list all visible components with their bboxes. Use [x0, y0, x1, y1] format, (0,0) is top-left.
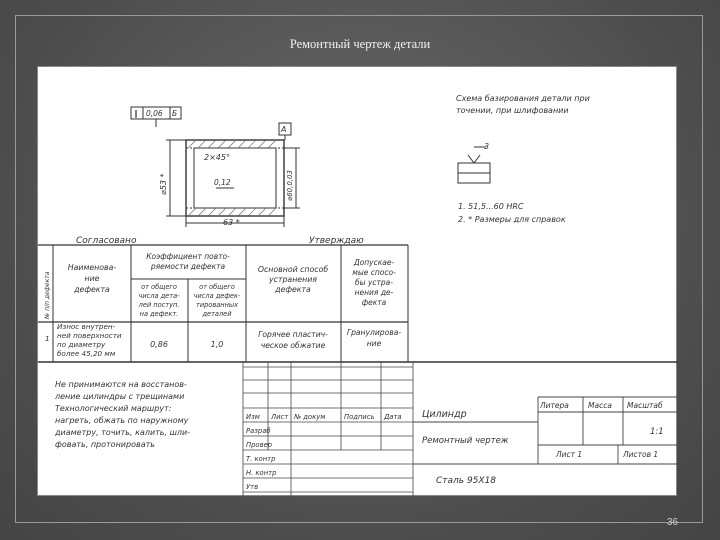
- row-defect-name: Износ внутрен-: [57, 322, 116, 331]
- scale-header: Масштаб: [627, 401, 663, 410]
- col-allowed-methods: фекта: [361, 298, 387, 307]
- signature-row-label: Провер: [246, 441, 273, 449]
- drawing-sheet: [37, 66, 677, 496]
- scheme-title-2: точении, при шлифовании: [456, 106, 569, 115]
- col-coefficient: ряемости дефекта: [150, 262, 226, 271]
- row-defect-name: более 45,20 мм: [57, 349, 116, 358]
- row-defect-number: 1: [45, 334, 50, 343]
- chamfer-label: 2×45°: [204, 153, 230, 162]
- col-defect-name: дефекта: [74, 285, 110, 294]
- roughness-label: 0,12: [214, 178, 231, 187]
- tolerance-ref: Б: [172, 109, 178, 118]
- datum-a-label: А: [281, 125, 287, 134]
- mass-header: Масса: [588, 401, 612, 410]
- col-coefficient-b: деталей: [202, 310, 232, 318]
- change-table-header: Подпись: [344, 413, 375, 421]
- col-main-method: Основной способ: [257, 265, 329, 274]
- part-outline: [186, 140, 284, 216]
- parallelism-icon: ∥: [134, 109, 138, 118]
- repair-drawing: [38, 67, 678, 497]
- notes-text: Технологический маршрут:: [55, 404, 172, 413]
- col-defect-name: ние: [84, 274, 100, 283]
- row-coefficient-b: 1,0: [210, 340, 224, 349]
- row-allowed-method: Гранулирова-: [346, 328, 402, 337]
- sheets-total: Листов 1: [623, 450, 659, 459]
- col-allowed-methods: бы устра-: [355, 278, 393, 287]
- col-main-method: дефекта: [275, 285, 311, 294]
- length-dim: 63 *: [223, 218, 240, 227]
- change-table-header: Изм: [246, 413, 260, 421]
- col-allowed-methods: мые спосо-: [352, 268, 396, 277]
- row-defect-name: по диаметру: [57, 340, 106, 349]
- note-reference: 2. * Размеры для справок: [458, 215, 566, 224]
- notes-text: нагреть, обжать по наружному: [55, 416, 189, 425]
- signature-row-label: Н. контр: [246, 469, 277, 477]
- col-coefficient-b: от общего: [199, 283, 235, 291]
- approved-label: Утверждаю: [309, 236, 364, 246]
- scheme-number: 3: [484, 142, 490, 151]
- scheme-title-1: Схема базирования детали при: [456, 94, 590, 103]
- slide-title: Ремонтный чертеж детали: [289, 37, 431, 51]
- scale-value: 1:1: [650, 427, 664, 437]
- col-allowed-methods: Допускае-: [353, 258, 395, 267]
- col-allowed-methods: нения де-: [354, 288, 394, 297]
- bore-diameter-dim: ⌀60,0,03: [286, 170, 294, 201]
- col-main-method: устранения: [269, 275, 317, 284]
- litera-header: Литера: [540, 401, 569, 410]
- col-coefficient-a: от общего: [141, 283, 177, 291]
- row-allowed-method: ние: [366, 339, 382, 348]
- col-coefficient-b: числа дефек-: [193, 292, 241, 300]
- material: Сталь 95Х18: [436, 476, 497, 486]
- notes-text: ление цилиндры с трещинами: [55, 392, 185, 401]
- col-coefficient-a: на дефект.: [139, 310, 179, 318]
- notes-text: фовать, протонировать: [55, 440, 155, 449]
- change-table-header: Лист: [271, 413, 289, 421]
- col-coefficient-a: числа дета-: [138, 292, 180, 300]
- col-coefficient-a: лей поступ.: [138, 301, 180, 309]
- col-defect-number: № п/п дефекта: [44, 271, 51, 319]
- col-coefficient-b: тированных: [195, 301, 239, 309]
- tolerance-value: 0,06: [146, 109, 163, 118]
- agreed-label: Согласовано: [76, 236, 137, 246]
- signature-row-label: Разраб: [246, 427, 271, 435]
- part-name: Цилиндр: [422, 409, 467, 420]
- row-main-method: ческое обжатие: [260, 341, 326, 350]
- notes-text: Не принимаются на восстанов-: [55, 380, 187, 389]
- row-defect-name: ней поверхности: [57, 331, 122, 340]
- document-type: Ремонтный чертеж: [422, 436, 509, 446]
- change-table-header: № докум: [294, 413, 326, 421]
- section-hatching: [188, 140, 276, 216]
- signature-row-label: Т. контр: [246, 455, 276, 463]
- note-hardness: 1. 51,5...60 HRC: [458, 202, 524, 211]
- row-coefficient-a: 0,86: [150, 340, 168, 349]
- row-main-method: Горячее пластич-: [258, 330, 328, 339]
- col-defect-name: Наименова-: [67, 263, 117, 272]
- col-coefficient: Коэффициент повто-: [146, 252, 230, 261]
- page-number: 36: [666, 517, 678, 528]
- notes-text: диаметру, точить, калить, шли-: [55, 428, 191, 437]
- change-table-header: Дата: [384, 413, 402, 421]
- outer-diameter-dim: ⌀53 *: [159, 173, 168, 195]
- signature-row-label: Утв: [246, 483, 259, 491]
- sheet-number: Лист 1: [556, 450, 583, 459]
